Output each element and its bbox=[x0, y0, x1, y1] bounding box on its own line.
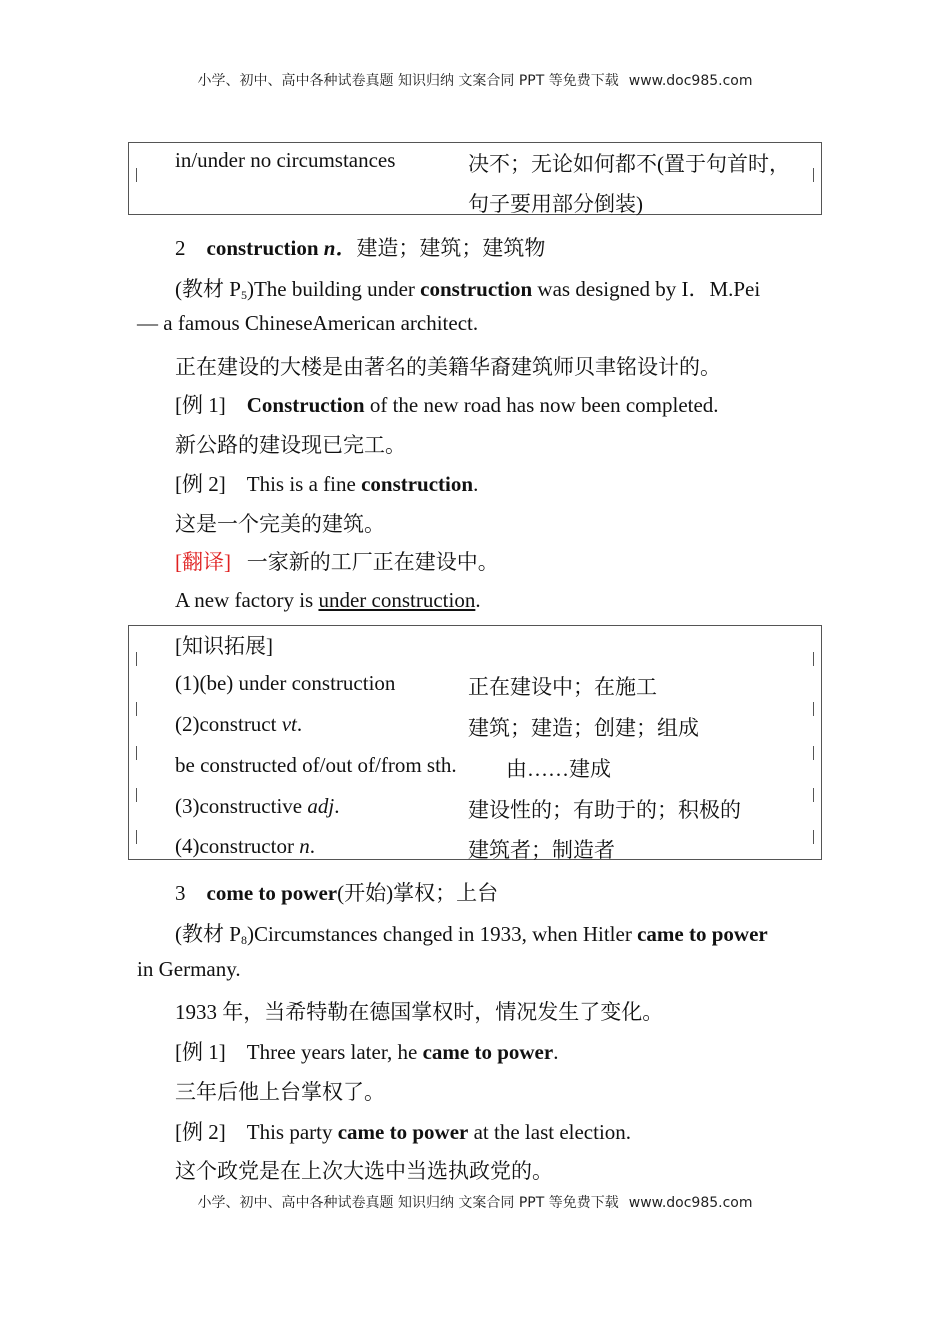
entry-word: construction bbox=[206, 236, 319, 260]
entry-pos: n． bbox=[323, 236, 357, 260]
translate-tag: [翻译] bbox=[175, 550, 231, 574]
textbook-sentence: (教材 $P_5)The$ building under construction was designed by I．M.Pei bbox=[175, 277, 761, 302]
textbook-sentence-cont: — a famous ChineseAmerican architect. bbox=[137, 311, 479, 335]
example-3-2-translation: 这个政党是在上次大选中当选执政党的。 bbox=[175, 1159, 553, 1183]
knowledge-row-2-en: (2)construct vt. bbox=[175, 712, 303, 736]
box-tick bbox=[813, 746, 814, 760]
phrase-term: in/under no circumstances bbox=[175, 148, 396, 172]
translate-task: [翻译] 一家新的工厂正在建设中。 bbox=[175, 550, 499, 574]
translate-answer: A new factory is under construction. bbox=[175, 588, 481, 612]
page-footer bbox=[0, 1192, 950, 1212]
box-tick bbox=[136, 702, 137, 716]
knowledge-box bbox=[128, 625, 822, 860]
box-tick bbox=[136, 788, 137, 802]
entry-heading-3: 3 come to power(开始)掌权；上台 bbox=[175, 881, 499, 905]
box-tick bbox=[136, 746, 137, 760]
header-text: 小学、初中、高中各种试卷真题 知识归纳 文案合同 PPT 等免费下载 bbox=[197, 73, 619, 89]
knowledge-row-2-cn: 建筑；建造；创建；组成 bbox=[468, 716, 699, 740]
example-3-1: [例 1] Three years later, he came to power. bbox=[175, 1040, 559, 1064]
footer-url: www.doc985.com bbox=[628, 1195, 753, 1211]
example-2-translation: 这是一个完美的建筑。 bbox=[175, 512, 385, 536]
box-tick bbox=[813, 788, 814, 802]
phrase-meaning-1: 决不；无论如何都不(置于句首时， bbox=[468, 152, 790, 176]
textbook-translation: 正在建设的大楼是由著名的美籍华裔建筑师贝聿铭设计的。 bbox=[175, 355, 721, 379]
footer-text: 小学、初中、高中各种试卷真题 知识归纳 文案合同 PPT 等免费下载 bbox=[197, 1195, 619, 1211]
example-1: [例 1] Construction of the new road has now been completed. bbox=[175, 393, 719, 417]
knowledge-row-1-en: (1)(be) under construction bbox=[175, 671, 396, 695]
box-tick bbox=[813, 702, 814, 716]
knowledge-row-5-cn: 建筑者；制造者 bbox=[468, 838, 615, 862]
box-tick bbox=[813, 168, 814, 182]
box-tick bbox=[136, 830, 137, 844]
knowledge-row-5-en: (4)constructor n. bbox=[175, 834, 315, 858]
example-3-1-translation: 三年后他上台掌权了。 bbox=[175, 1080, 385, 1104]
entry-heading bbox=[175, 232, 545, 262]
example-1-translation: 新公路的建设现已完工。 bbox=[175, 433, 406, 457]
example-2: [例 2] This is a fine construction. bbox=[175, 472, 479, 496]
box-tick bbox=[136, 652, 137, 666]
knowledge-row-3-cn: 由……建成 bbox=[506, 757, 611, 781]
textbook-sentence-3: (教材 $P_8)Circumstances$ changed in 1933, when Hitler came to power bbox=[175, 922, 768, 947]
box-tick bbox=[813, 830, 814, 844]
entry-number: 2 bbox=[175, 236, 186, 260]
textbook-sentence-3-cont: in Germany. bbox=[137, 957, 241, 981]
knowledge-row-4-cn: 建设性的；有助于的；积极的 bbox=[468, 798, 741, 822]
header-url: www.doc985.com bbox=[628, 73, 753, 89]
phrase-meaning-2: 句子要用部分倒装) bbox=[468, 192, 643, 216]
knowledge-title: [知识拓展] bbox=[175, 634, 273, 658]
entry-meaning: 建造；建筑；建筑物 bbox=[356, 236, 546, 260]
knowledge-row-4-en: (3)constructive adj. bbox=[175, 794, 340, 818]
textbook-translation-3: 1933 年，当希特勒在德国掌权时，情况发生了变化。 bbox=[175, 1000, 664, 1024]
page-header bbox=[0, 70, 950, 90]
box-tick bbox=[813, 652, 814, 666]
box-tick bbox=[136, 168, 137, 182]
example-3-2: [例 2] This party came to power at the last election. bbox=[175, 1120, 632, 1144]
knowledge-row-3-en: be constructed of/out of/from sth. bbox=[175, 753, 457, 777]
knowledge-row-1-cn: 正在建设中；在施工 bbox=[468, 675, 657, 699]
